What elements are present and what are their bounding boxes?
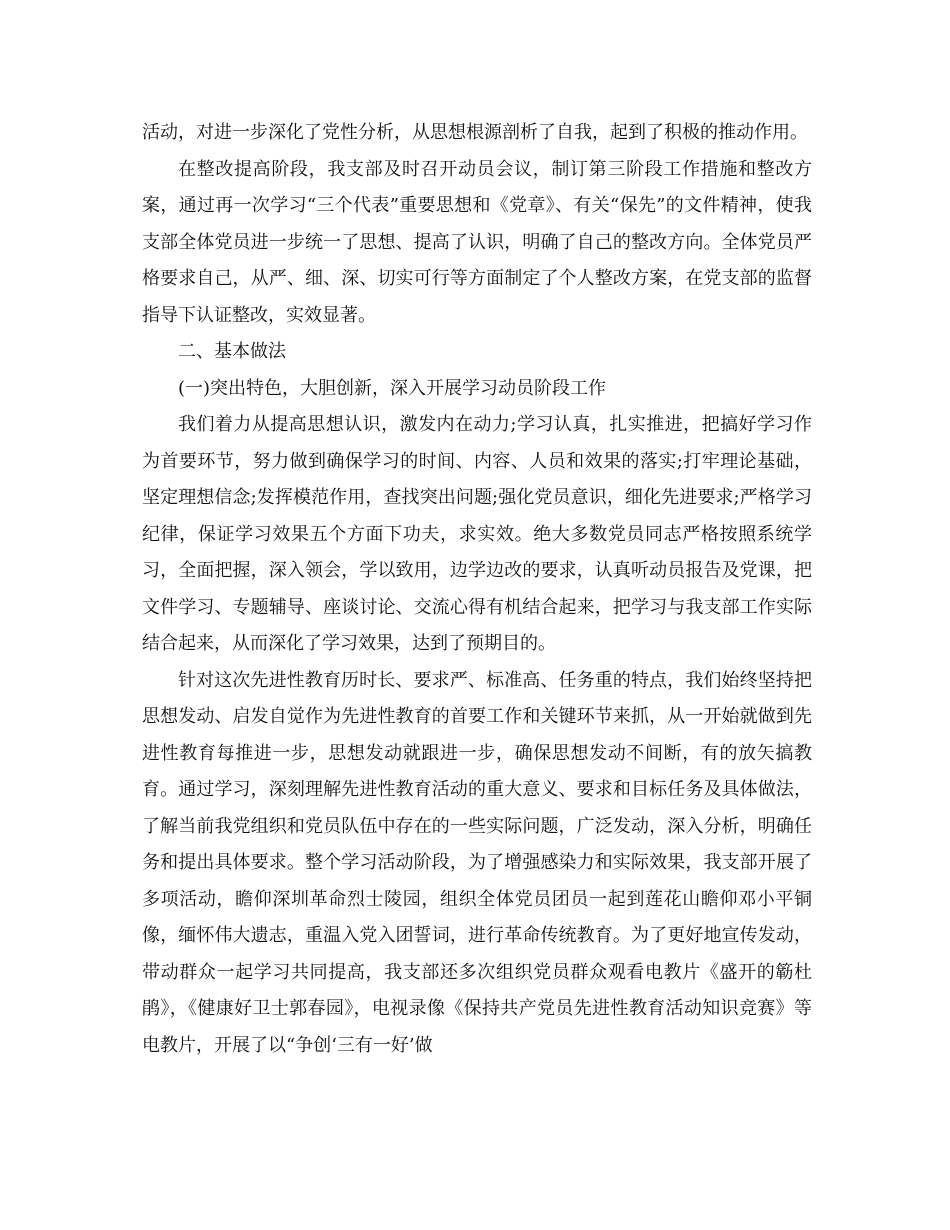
paragraph-3: 我们着力从提高思想认识，激发内在动力;学习认真，扎实推进，把搞好学习作为首要环节，努力做到确保学习的时间、内容、人员和效果的落实;打牢理论基础，坚定理想信念;发挥模范作用，查找突出问题;强化党员意识，细化先进要求;严格学习纪律，保证学习效果五个方面下功夫，求实效。绝大多数党员同志严格按照系统学习，全面把握，深入领会，学以致用，边学边改的要求，认真听动员报告及党课，把文件学习、专题辅导、座谈讨论、交流心得有机结合起来，把学习与我支部工作实际结合起来，从而深化了学习效果，达到了预期目的。	[142, 414, 812, 654]
paragraph-2: 在整改提高阶段，我支部及时召开动员会议，制订第三阶段工作措施和整改方案，通过再一次学习“三个代表”重要思想和《党章》、有关“保先”的文件精神，使我支部全体党员进一步统一了思想、提高了认识，明确了自己的整改方向。全体党员严格要求自己，从严、细、深、切实可行等方面制定了个人整改方案，在党支部的监督指导下认证整改，实效显著。	[142, 158, 812, 326]
section-heading: 二、基本做法	[178, 341, 286, 362]
paragraph-1: 活动，对进一步深化了党性分析，从思想根源剖析了自我，起到了积极的推动作用。	[142, 122, 808, 143]
subsection-heading: (一)突出特色，大胆创新，深入开展学习动员阶段工作	[178, 377, 607, 399]
document-body	[142, 115, 812, 1064]
paragraph-4: 针对这次先进性教育历时长、要求严、标准高、任务重的特点，我们始终坚持把思想发动、启发自觉作为先进性教育的首要工作和关键环节来抓，从一开始就做到先进性教育每推进一步，思想发动就跟进一步，确保思想发动不间断，有的放矢搞教育。通过学习，深刻理解先进性教育活动的重大意义、要求和目标任务及具体做法，了解当前我党组织和党员队伍中存在的一些实际问题，广泛发动，深入分析，明确任务和提出具体要求。整个学习活动阶段，为了增强感染力和实际效果，我支部开展了多项活动，瞻仰深圳革命烈士陵园，组织全体党员团员一起到莲花山瞻仰邓小平铜像，缅怀伟大遗志，重温入党入团誓词，进行革命传统教育。为了更好地宣传发动，带动群众一起学习共同提高，我支部还多次组织党员群众观看电教片《盛开的簕杜鹃》，《健康好卫士郭春园》，电视录像《保持共产党员先进性教育活动知识竞赛》等电教片，开展了以“争创‘三有一好’做	[142, 669, 812, 1056]
